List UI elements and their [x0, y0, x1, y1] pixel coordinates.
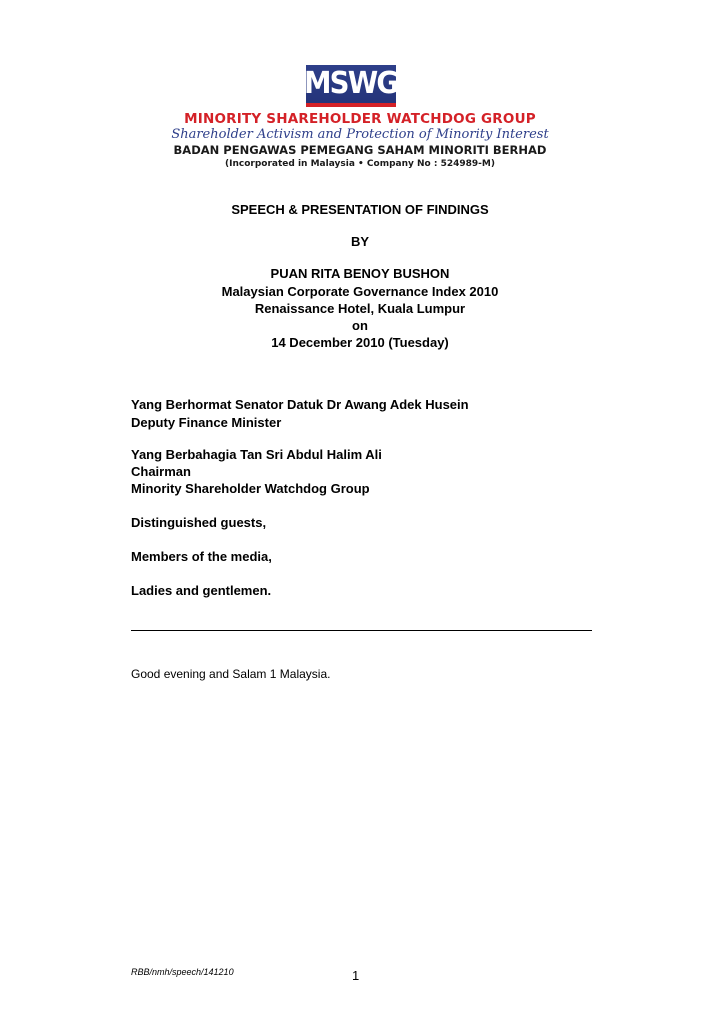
page-number: 1: [352, 968, 360, 983]
venue: Renaissance Hotel, Kuala Lumpur: [254, 301, 466, 316]
org-name-malay: BADAN PENGAWAS PEMEGANG SAHAM MINORITI BERHAD: [173, 143, 547, 157]
guest2-org: Minority Shareholder Watchdog Group: [131, 481, 370, 496]
horizontal-divider: [131, 630, 592, 631]
members-of-media: Members of the media,: [131, 549, 272, 564]
speech-date: 14 December 2010 (Tuesday): [271, 335, 449, 350]
speech-by: BY: [350, 234, 370, 249]
logo-text: MSWG: [304, 66, 398, 101]
guest2-title: Chairman: [131, 464, 191, 479]
mswg-logo: [306, 65, 396, 107]
guest1-title: Deputy Finance Minister: [131, 415, 282, 430]
org-tagline: Shareholder Activism and Protection of Minority Interest: [171, 127, 549, 142]
speech-on: on: [352, 318, 368, 333]
distinguished-guests: Distinguished guests,: [131, 515, 267, 530]
ladies-and-gentlemen: Ladies and gentlemen.: [131, 583, 272, 598]
greeting-paragraph: Good evening and Salam 1 Malaysia.: [131, 667, 331, 681]
guest2-name: Yang Berbahagia Tan Sri Abdul Halim Ali: [131, 447, 382, 462]
event-name: Malaysian Corporate Governance Index 2010: [221, 284, 499, 299]
org-name: MINORITY SHAREHOLDER WATCHDOG GROUP: [184, 111, 536, 127]
incorporation-line: (Incorporated in Malaysia • Company No : 524989-M): [225, 159, 495, 169]
footer-reference: RBB/nmh/speech/141210: [131, 967, 234, 977]
speaker-name: PUAN RITA BENOY BUSHON: [270, 266, 450, 281]
guest1-name: Yang Berhormat Senator Datuk Dr Awang Adek Husein: [131, 397, 469, 412]
speech-heading: SPEECH & PRESENTATION OF FINDINGS: [231, 202, 489, 217]
